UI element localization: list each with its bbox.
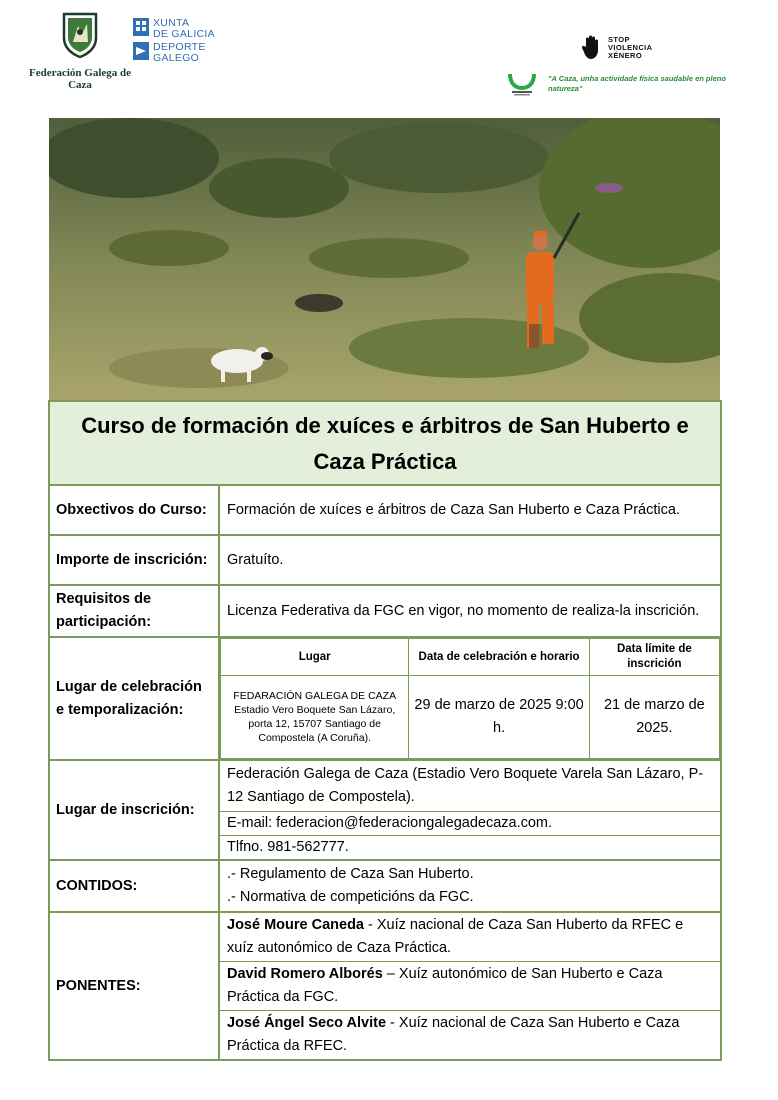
venue-subtable [220,638,720,759]
registration-label: Lugar de inscrición: [49,760,219,860]
contents-item: .- Regulamento de Caza San Huberto. [227,866,474,882]
venue-header-date: Data de celebración e horario [409,639,589,676]
course-info-table [48,400,720,1054]
speaker-description: Xuíz nacional de Caza San Huberto da RFEC e xuíz autonómico de Caza Práctica. [227,917,684,956]
venue-place: FEDARACIÓN GALEGA DE CAZA Estadio Vero Boquete San Lázaro, porta 12, 15707 Santiago de Compostela (A Coruña). [221,676,409,759]
speaker-item [220,913,720,961]
stop-line-1: STOP [608,35,630,44]
course-title: Curso de formación de xuíces e árbitros de San Huberto e Caza Práctica [49,401,721,485]
table-row [49,585,721,637]
hunting-field-photo [49,118,720,401]
table-row [49,760,721,860]
xunta-logo [133,18,233,70]
stop-violence-logo [582,34,682,64]
speaker-description: Xuíz autonómico de San Huberto e Caza Práctica da FGC. [227,966,663,1005]
federation-logo [28,12,132,94]
raised-hand-icon [582,34,604,60]
venue-label: Lugar de celebración e temporalización: [49,637,219,760]
fee-value: Gratuíto. [219,535,721,585]
health-logo-icon [506,70,538,98]
xunta-line-2: DE GALICIA [153,28,215,40]
deporte-line-1: DEPORTE [153,41,206,53]
table-row [49,860,721,912]
registration-address: Federación Galega de Caza (Estadio Vero Boquete Varela San Lázaro, P-12 Santiago de Compostela). [227,766,704,805]
table-row [49,485,721,535]
table-row [49,535,721,585]
stop-line-3: XÉNERO [608,51,643,60]
speaker-item [220,1010,720,1059]
speaker-name: David Romero Alborés [227,966,383,982]
table-row [49,912,721,1060]
speaker-item [220,961,720,1010]
stop-line-2: VIOLENCIA [608,43,653,52]
fee-label: Importe de inscrición: [49,535,219,585]
xunta-line-1: XUNTA [153,17,190,29]
objectives-label: Obxectivos do Curso: [49,485,219,535]
speaker-separator: - [364,917,377,933]
speaker-name: José Ángel Seco Alvite [227,1015,387,1031]
registration-email: E-mail: federacion@federaciongalegadecaza.com. [220,811,720,835]
xunta-emblem-icon [133,18,149,36]
venue-header-place: Lugar [221,639,409,676]
shield-emblem-icon [61,12,99,58]
venue-date: 29 de marzo de 2025 9:00 h. [409,676,589,759]
deporte-line-2: GALEGO [153,52,200,64]
venue-header-deadline: Data límite de inscrición [589,639,719,676]
requirements-label: Requisitos de participación: [49,585,219,637]
speaker-separator: – [382,966,399,982]
speaker-name: José Moure Caneda [227,917,364,933]
contents-item: .- Normativa de competicións da FGC. [227,889,474,905]
federation-logo-text: Federación Galega de Caza [28,67,132,91]
requirements-value: Licenza Federativa da FGC en vigor, no momento de realiza-la inscrición. [219,585,721,637]
speakers-label: PONENTES: [49,912,219,1060]
speaker-description: Xuíz nacional de Caza San Huberto e Caza Práctica da RFEC. [227,1015,680,1054]
venue-deadline: 21 de marzo de 2025. [589,676,719,759]
registration-phone: Tlfno. 981-562777. [220,835,720,859]
deporte-emblem-icon [133,42,149,60]
slogan: "A Caza, unha actividade física saudable en pleno natureza" [548,74,726,93]
contents-label: CONTIDOS: [49,860,219,912]
objectives-value: Formación de xuíces e árbitros de Caza San Huberto e Caza Práctica. [219,485,721,535]
table-row [49,637,721,760]
speaker-separator: - [386,1015,399,1031]
